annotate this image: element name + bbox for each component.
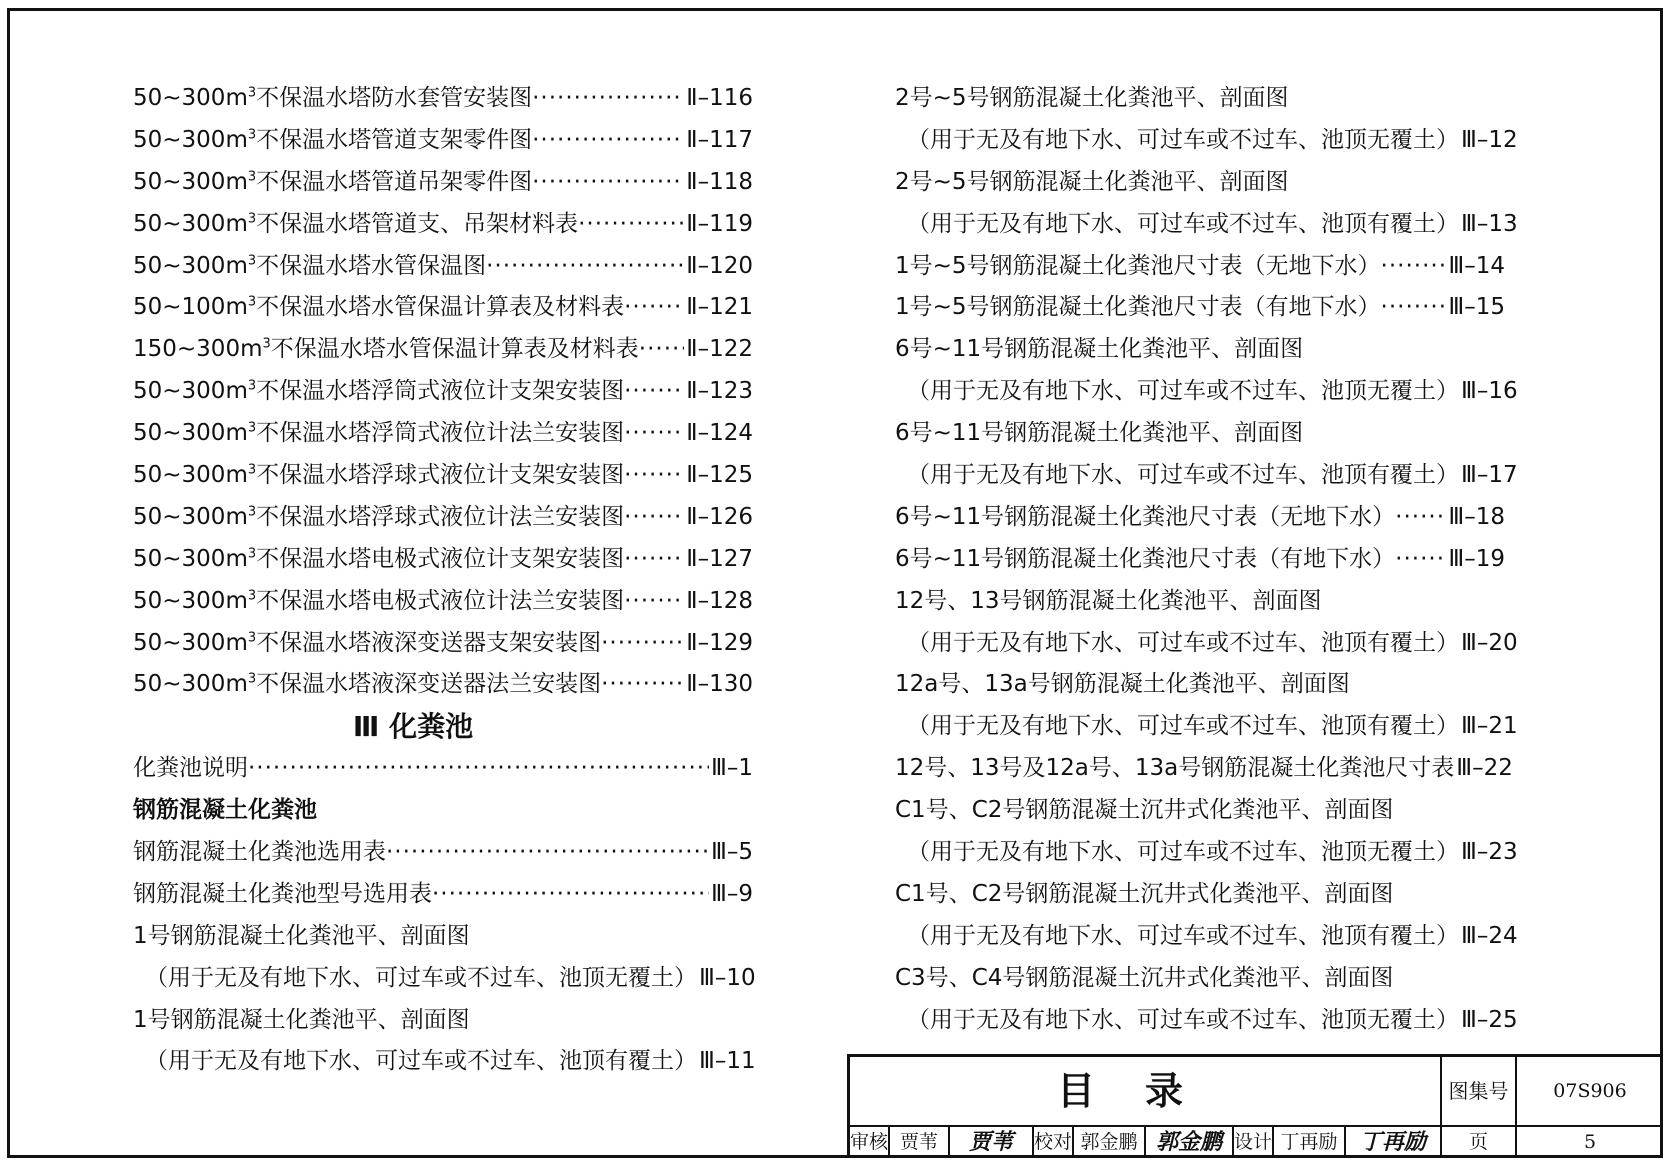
atlas-number: 07S906 [1553, 1080, 1627, 1102]
toc-entry [895, 790, 1505, 832]
checker-signature: 郭金鹏 [1146, 1127, 1234, 1158]
toc-entry [895, 246, 1505, 288]
toc-page-ref: Ⅲ–13 [1461, 210, 1518, 237]
toc-page-ref [1289, 162, 1291, 204]
title-block-title: 目录 [850, 1057, 1442, 1125]
toc-page-ref: Ⅲ–16 [1461, 378, 1518, 405]
unit-exponent: 3 [247, 294, 257, 310]
toc-page-ref: Ⅲ–14 [1448, 252, 1505, 279]
toc-entry [133, 246, 753, 288]
toc-entry-title [133, 371, 624, 413]
toc-entry-title [133, 581, 624, 623]
toc-page-ref [317, 790, 319, 832]
toc-page-ref: Ⅲ–15 [1448, 294, 1505, 321]
unit-exponent: 3 [247, 252, 257, 268]
toc-page-ref: Ⅲ–17 [1461, 462, 1518, 489]
unit-exponent: 3 [247, 85, 257, 101]
toc-entry [133, 120, 753, 162]
toc-entry [895, 120, 1518, 162]
dot-leader [601, 664, 684, 706]
entry-text: 不保温水塔浮球式液位计法兰安装图 [256, 503, 625, 530]
toc-page-ref [1322, 581, 1324, 623]
unit-exponent: 3 [247, 127, 257, 143]
toc-entry [133, 832, 753, 874]
dot-leader [248, 748, 709, 790]
capacity-range: 50~300m [133, 168, 248, 195]
toc-entry-title: （用于无及有地下水、可过车或不过车、池顶有覆土） [907, 210, 1459, 237]
unit-exponent: 3 [247, 169, 257, 185]
toc-page-ref: Ⅱ–120 [686, 252, 753, 279]
capacity-range: 50~300m [133, 629, 248, 656]
capacity-range: 50~300m [133, 210, 248, 237]
entry-text: 不保温水塔电极式液位计法兰安装图 [256, 587, 625, 614]
toc-page-ref: Ⅱ–121 [686, 294, 753, 321]
dot-leader [624, 539, 684, 581]
toc-entry-title [133, 120, 532, 162]
toc-entry-title: （用于无及有地下水、可过车或不过车、池顶无覆土） [907, 1006, 1459, 1033]
dot-leader [1395, 539, 1446, 581]
entry-text: 不保温水塔浮筒式液位计法兰安装图 [256, 420, 625, 447]
unit-exponent: 3 [247, 420, 257, 436]
check-label: 校对 [1034, 1127, 1074, 1158]
toc-entry [895, 623, 1518, 665]
toc-page-ref: Ⅲ–25 [1461, 1006, 1518, 1033]
toc-entry-title: 6号~11号钢筋混凝土化粪池平、剖面图 [895, 336, 1304, 363]
toc-page-ref: Ⅲ–5 [711, 839, 753, 866]
toc-page-ref [1393, 874, 1395, 916]
toc-entry [133, 1041, 756, 1083]
toc-page-ref: Ⅱ–125 [686, 462, 753, 489]
toc-entry-title [133, 246, 486, 288]
entry-text: 不保温水塔浮筒式液位计支架安装图 [256, 378, 625, 405]
toc-entry-title: C1号、C2号钢筋混凝土沉井式化粪池平、剖面图 [895, 880, 1394, 907]
toc-page-ref [1393, 790, 1395, 832]
unit-exponent: 3 [247, 546, 257, 562]
toc-entry [133, 916, 753, 958]
page-label: 页 [1442, 1127, 1517, 1158]
toc-entry-title [133, 455, 624, 497]
unit-exponent: 3 [247, 462, 257, 478]
toc-entry-title: 1号~5号钢筋混凝土化粪池尺寸表（有地下水） [895, 294, 1381, 321]
toc-entry-title: C1号、C2号钢筋混凝土沉井式化粪池平、剖面图 [895, 797, 1394, 824]
toc-page-ref [1393, 958, 1395, 1000]
toc-entry-title: 1号钢筋混凝土化粪池平、剖面图 [133, 922, 470, 949]
toc-entry-title: （用于无及有地下水、可过车或不过车、池顶无覆土） [907, 839, 1459, 866]
title-block [847, 1054, 1663, 1158]
toc-entry [895, 329, 1505, 371]
dot-leader [624, 455, 684, 497]
toc-entry-title: 6号~11号钢筋混凝土化粪池平、剖面图 [895, 420, 1304, 447]
entry-text: 不保温水塔水管保温图 [256, 252, 487, 279]
designer-name: 丁再励 [1274, 1127, 1346, 1158]
toc-entry-title [133, 78, 532, 120]
toc-entry-title: 1号~5号钢筋混凝土化粪池尺寸表（无地下水） [895, 252, 1381, 279]
design-label: 设计 [1234, 1127, 1274, 1158]
toc-page-ref: Ⅲ–11 [699, 1048, 756, 1075]
dot-leader [1381, 287, 1447, 329]
toc-left-column [133, 78, 756, 1083]
capacity-range: 50~300m [133, 252, 248, 279]
entry-text: 不保温水塔浮球式液位计支架安装图 [256, 462, 625, 489]
dot-leader [532, 120, 684, 162]
unit-exponent: 3 [247, 671, 257, 687]
toc-page-ref [1289, 78, 1291, 120]
toc-page-ref: Ⅲ–21 [1461, 713, 1518, 740]
toc-entry [133, 748, 753, 790]
dot-leader [639, 329, 685, 371]
toc-entry [133, 664, 753, 706]
toc-entry [895, 78, 1505, 120]
toc-entry-title: 12号、13号钢筋混凝土化粪池平、剖面图 [895, 587, 1322, 614]
toc-entry [895, 497, 1505, 539]
toc-page-ref: Ⅱ–118 [686, 168, 753, 195]
toc-page-ref: Ⅲ–9 [711, 880, 753, 907]
reviewer-signature: 贾苇 [950, 1127, 1034, 1158]
toc-entry [895, 371, 1518, 413]
dot-leader [578, 204, 684, 246]
toc-page-ref: Ⅲ–12 [1461, 126, 1518, 153]
toc-entry [133, 371, 753, 413]
entry-text: 不保温水塔水管保温计算表及材料表 [270, 336, 639, 363]
dot-leader [532, 78, 684, 120]
toc-page-ref: Ⅱ–129 [686, 629, 753, 656]
dot-leader [432, 874, 709, 916]
toc-entry-title: 1号钢筋混凝土化粪池平、剖面图 [133, 1006, 470, 1033]
toc-entry [133, 581, 753, 623]
toc-page-ref: Ⅲ–20 [1461, 629, 1518, 656]
toc-entry [133, 874, 753, 916]
section-heading [133, 706, 753, 748]
toc-entry-title: （用于无及有地下水、可过车或不过车、池顶有覆土） [145, 1048, 697, 1075]
toc-entry-title: 12a号、13a号钢筋混凝土化粪池平、剖面图 [895, 671, 1350, 698]
toc-page-ref: Ⅱ–130 [686, 671, 753, 698]
toc-entry [133, 413, 753, 455]
capacity-range: 50~300m [133, 462, 248, 489]
toc-entry-title: （用于无及有地下水、可过车或不过车、池顶无覆土） [145, 964, 697, 991]
toc-entry-title: C3号、C4号钢筋混凝土沉井式化粪池平、剖面图 [895, 964, 1394, 991]
toc-entry [133, 958, 756, 1000]
dot-leader [486, 246, 684, 288]
toc-page-ref: Ⅱ–119 [686, 210, 753, 237]
toc-entry-title [133, 664, 601, 706]
capacity-range: 50~300m [133, 671, 248, 698]
checker-name: 郭金鹏 [1074, 1127, 1146, 1158]
dot-leader [1395, 497, 1446, 539]
toc-page-ref: Ⅱ–124 [686, 420, 753, 447]
toc-entry-title: 2号~5号钢筋混凝土化粪池平、剖面图 [895, 85, 1289, 111]
toc-page-ref: Ⅱ–117 [686, 126, 753, 153]
entry-text: 不保温水塔电极式液位计支架安装图 [256, 545, 625, 572]
entry-text: 不保温水塔防水套管安装图 [256, 85, 533, 111]
toc-entry [133, 287, 753, 329]
capacity-range: 150~300m [133, 336, 263, 363]
toc-entry-title: 6号~11号钢筋混凝土化粪池尺寸表（无地下水） [895, 503, 1396, 530]
toc-entry-title: （用于无及有地下水、可过车或不过车、池顶无覆土） [907, 378, 1459, 405]
toc-entry-title: 钢筋混凝土化粪池 [133, 797, 317, 824]
toc-entry-title: （用于无及有地下水、可过车或不过车、池顶有覆土） [907, 629, 1459, 656]
toc-page-ref: Ⅲ–23 [1461, 839, 1518, 866]
toc-entry [895, 287, 1505, 329]
toc-page-ref: Ⅱ–126 [686, 503, 753, 530]
section-title: Ⅲ 化粪池 [352, 710, 474, 744]
toc-entry [895, 706, 1518, 748]
toc-page-ref [1303, 329, 1305, 371]
toc-entry-title: （用于无及有地下水、可过车或不过车、池顶无覆土） [907, 126, 1459, 153]
toc-entry [133, 539, 753, 581]
toc-page-ref [1350, 664, 1352, 706]
dot-leader [624, 287, 684, 329]
capacity-range: 50~300m [133, 85, 248, 111]
toc-right-column [895, 78, 1518, 1041]
toc-entry-title [133, 329, 639, 371]
dot-leader [601, 623, 684, 665]
capacity-range: 50~300m [133, 378, 248, 405]
toc-entry [895, 581, 1505, 623]
toc-page-ref: Ⅲ–22 [1456, 755, 1513, 782]
toc-entry-title [133, 497, 624, 539]
toc-page-ref: Ⅱ–128 [686, 587, 753, 614]
toc-entry-title: 钢筋混凝土化粪池选用表 [133, 839, 386, 866]
entry-text: 不保温水塔管道支、吊架材料表 [256, 210, 579, 237]
dot-leader [624, 371, 684, 413]
toc-entry [895, 958, 1505, 1000]
toc-entry-title [133, 413, 624, 455]
toc-entry [895, 748, 1513, 790]
toc-entry-title [133, 162, 532, 204]
toc-page-ref: Ⅲ–1 [711, 755, 753, 782]
dot-leader [624, 413, 684, 455]
toc-entry [133, 790, 753, 832]
toc-entry-title: 钢筋混凝土化粪池型号选用表 [133, 880, 432, 907]
capacity-range: 50~300m [133, 420, 248, 447]
toc-entry [895, 204, 1518, 246]
toc-page-ref: Ⅲ–10 [699, 964, 756, 991]
toc-page-ref: Ⅱ–116 [686, 85, 753, 111]
unit-exponent: 3 [247, 504, 257, 520]
toc-entry [133, 329, 753, 371]
designer-signature: 丁再励 [1346, 1127, 1442, 1158]
atlas-label: 图集号 [1442, 1057, 1517, 1125]
dot-leader [386, 832, 709, 874]
toc-entry-title: 2号~5号钢筋混凝土化粪池平、剖面图 [895, 168, 1289, 195]
capacity-range: 50~300m [133, 126, 248, 153]
toc-entry-title: 12号、13号及12a号、13a号钢筋混凝土化粪池尺寸表 [895, 755, 1455, 782]
toc-page-ref [470, 916, 472, 958]
toc-entry [895, 832, 1518, 874]
toc-entry [133, 78, 753, 120]
entry-text: 不保温水塔液深变送器法兰安装图 [256, 671, 602, 698]
reviewer-name: 贾苇 [890, 1127, 950, 1158]
capacity-range: 50~300m [133, 587, 248, 614]
unit-exponent: 3 [247, 588, 257, 604]
toc-page-ref [470, 1000, 472, 1042]
unit-exponent: 3 [247, 211, 257, 227]
toc-entry-title: 6号~11号钢筋混凝土化粪池尺寸表（有地下水） [895, 545, 1396, 572]
toc-entry [895, 162, 1505, 204]
toc-entry-title [133, 204, 578, 246]
toc-entry-title: （用于无及有地下水、可过车或不过车、池顶有覆土） [907, 922, 1459, 949]
toc-entry-title [133, 623, 601, 665]
toc-entry [895, 539, 1505, 581]
toc-entry [133, 455, 753, 497]
unit-exponent: 3 [262, 336, 271, 352]
toc-entry-title [133, 539, 624, 581]
toc-page-ref: Ⅱ–122 [686, 336, 753, 363]
toc-page-ref: Ⅲ–19 [1448, 545, 1505, 572]
toc-entry [895, 413, 1505, 455]
toc-entry [133, 623, 753, 665]
toc-entry [895, 664, 1505, 706]
toc-entry-title: 化粪池说明 [133, 755, 248, 782]
toc-page-ref [1303, 413, 1305, 455]
toc-entry-title: （用于无及有地下水、可过车或不过车、池顶有覆土） [907, 462, 1459, 489]
review-label: 审核 [850, 1127, 890, 1158]
entry-text: 不保温水塔液深变送器支架安装图 [256, 629, 602, 656]
toc-entry [895, 916, 1518, 958]
capacity-range: 50~300m [133, 503, 248, 530]
capacity-range: 50~100m [133, 294, 248, 321]
entry-text: 不保温水塔水管保温计算表及材料表 [256, 294, 625, 321]
dot-leader [532, 162, 684, 204]
toc-entry [133, 497, 753, 539]
dot-leader [624, 581, 684, 623]
toc-page-ref: Ⅱ–127 [686, 545, 753, 572]
toc-entry-title: （用于无及有地下水、可过车或不过车、池顶有覆土） [907, 713, 1459, 740]
toc-entry [133, 162, 753, 204]
toc-page-ref: Ⅲ–18 [1448, 503, 1505, 530]
page-number: 5 [1583, 1131, 1597, 1153]
toc-page-ref: Ⅲ–24 [1461, 922, 1518, 949]
toc-entry [133, 1000, 753, 1042]
unit-exponent: 3 [247, 378, 257, 394]
entry-text: 不保温水塔管道支架零件图 [256, 126, 533, 153]
toc-entry [895, 874, 1505, 916]
toc-entry-title [133, 287, 624, 329]
dot-leader [1381, 246, 1447, 288]
entry-text: 不保温水塔管道吊架零件图 [256, 168, 533, 195]
toc-page-ref: Ⅱ–123 [686, 378, 753, 405]
unit-exponent: 3 [247, 629, 257, 645]
toc-entry [133, 204, 753, 246]
toc-entry [895, 1000, 1518, 1042]
toc-entry [895, 455, 1518, 497]
capacity-range: 50~300m [133, 545, 248, 572]
dot-leader [624, 497, 684, 539]
